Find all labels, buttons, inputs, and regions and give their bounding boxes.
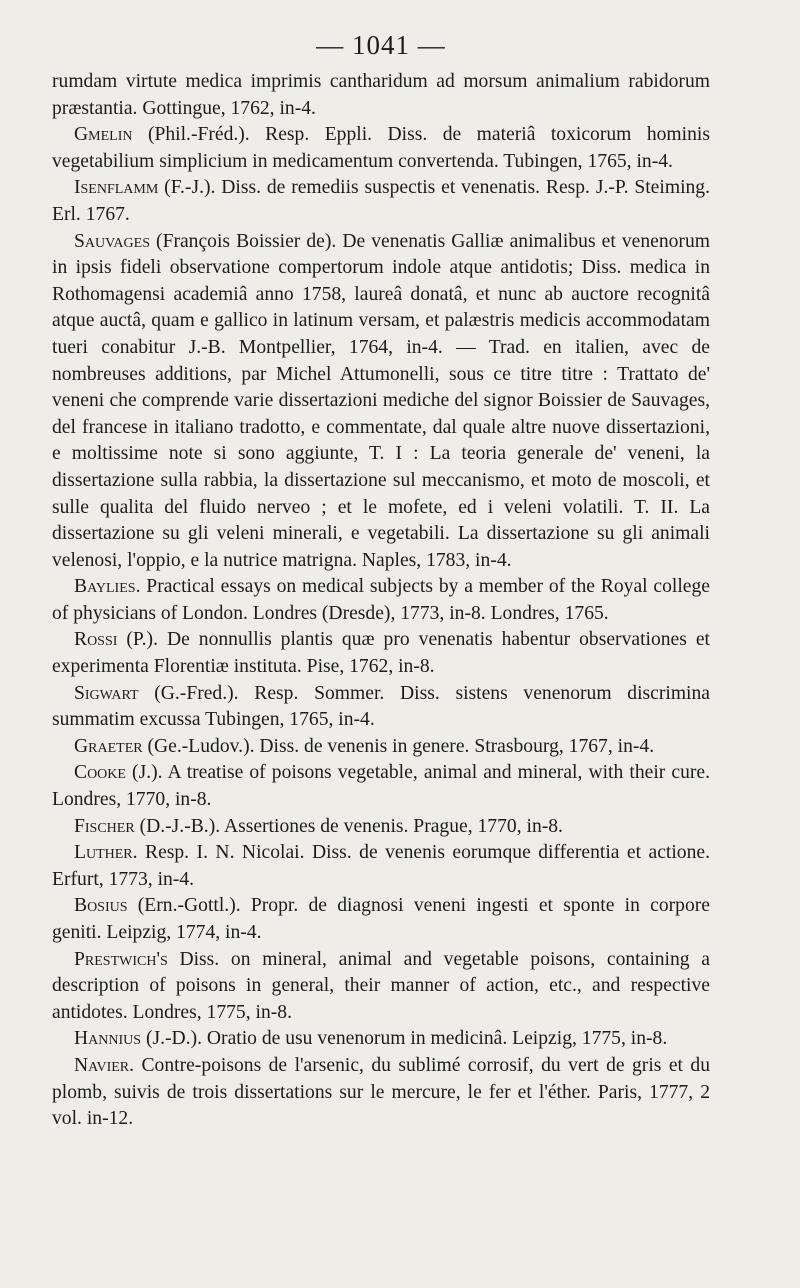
entry-fischer: [52, 814, 710, 841]
entry-author: Fischer: [74, 815, 135, 837]
entry-author: Hannius: [74, 1028, 142, 1050]
entry-author: Isenflamm: [74, 177, 159, 199]
entry-navier: [52, 1053, 710, 1133]
entry-text: (D.-J.-B.). Assertiones de venenis. Prague, 1770, in-8.: [134, 815, 563, 837]
entry-author: Sauvages: [74, 230, 150, 252]
entry-text: (G.-Fred.). Resp. Sommer. Diss. sistens venenorum discrimina summatim excussa Tubingen, 1765, in-4.: [52, 682, 710, 731]
entry-author: Prestwich's: [74, 948, 168, 970]
entry-isenflamm: [52, 175, 710, 228]
entry-author: Bosius: [74, 895, 128, 917]
entry-gmelin: [52, 122, 710, 175]
entry-author: Cooke: [74, 762, 126, 784]
entry-luther: [52, 840, 710, 893]
entry-text: . Resp. I. N. Nicolai. Diss. de venenis eorumque differentia et actione. Erfurt, 1773, in-4.: [52, 842, 710, 890]
entry-text: Diss. on mineral, animal and vegetable poisons, containing a description of poisons in general, their manner of action, etc., and respective antidotes. Londres, 1775, in-8.: [52, 948, 710, 1023]
entry-text: rumdam virtute medica imprimis cantharidum ad morsum animalium rabidorum præstantia. Gottingue, 1762, in-4.: [52, 71, 710, 119]
entry-continuation: [52, 69, 710, 122]
entry-text: (J.). A treatise of poisons vegetable, animal and mineral, with their cure. Londres, 1770, in-8.: [52, 762, 710, 811]
entry-text: (François Boissier de). De venenatis Galliæ animalibus et venenorum in ipsis fideli observatione compertorum indole atque antidotis; Diss. medica in Rothomagensi academiâ anno 1758, laureâ donatâ, et nunc ab auctore recognitâ atque auctâ, quam e gallico in latinum versam, et palæstris medicis accommodatam tueri conabitur J.-B. Montpellier, 1764, in-4. — Trad. en italien, avec de nombreuses additions, par Michel Attumonelli, sous ce titre titre : Trattato de' veneni che comprende varie dissertazioni mediche del signor Boissier de Sauvages, del francese in italiano tradotto, e commentate, dal quale altre nuove dissertazioni, e moltissime note si sono aggiunte, T. I : La teoria generale de' veneni, la dissertazione sulla rabbia, la dissertazione sul meccanismo, et moto de moscoli, et sulle qualita del fluido nerveo ; et le mofete, ed i veleni volatili. T. II. La dissertazione su gli veleni minerali, e vegetabili. La dissertazione su gli animali velenosi, l'oppio, e la nutrice matrigna. Naples, 1783, in-4.: [52, 230, 710, 571]
entry-baylies: [52, 574, 710, 627]
entry-rossi: [52, 627, 710, 680]
entry-text: (Phil.-Fréd.). Resp. Eppli. Diss. de materiâ toxicorum hominis vegetabilium simplicium in medicamentum convertenda. Tubingen, 1765, in-4.: [52, 124, 710, 172]
entry-text: (J.-D.). Oratio de usu venenorum in medicinâ. Leipzig, 1775, in-8.: [141, 1028, 668, 1050]
entry-text: (P.). De nonnullis plantis quæ pro venenatis habentur observationes et experimenta Florentiæ instituta. Pise, 1762, in-8.: [52, 629, 710, 678]
entry-sigwart: [52, 681, 710, 734]
entry-author: Navier: [74, 1054, 130, 1076]
entry-author: Sigwart: [74, 682, 139, 704]
entry-sauvages: [52, 229, 710, 575]
entry-cooke: [52, 760, 710, 813]
entry-text: . Contre-poisons de l'arsenic, du sublimé corrosif, du vert de gris et du plomb, suivis de trois dissertations sur le mercure, le fer et l'éther. Paris, 1777, 2 vol. in-12.: [52, 1054, 710, 1130]
entry-author: Luther: [74, 842, 133, 864]
entry-author: Rossi: [74, 629, 118, 651]
entry-text: (Ge.-Ludov.). Diss. de venenis in genere. Strasbourg, 1767, in-4.: [142, 735, 655, 757]
entry-hannius: [52, 1026, 710, 1053]
entry-text: (F.-J.). Diss. de remediis suspectis et venenatis. Resp. J.-P. Steiming. Erl. 1767.: [52, 177, 710, 225]
entry-author: Baylies: [74, 576, 136, 598]
entry-graeter: [52, 734, 710, 761]
page-number: — 1041 —: [316, 30, 446, 60]
entry-bosius: [52, 893, 710, 946]
entry-author: Gmelin: [74, 124, 133, 146]
entry-text: (Ern.-Gottl.). Propr. de diagnosi veneni ingesti et sponte in corpore geniti. Leipzig, 1774, in-4.: [52, 895, 710, 943]
entry-text: . Practical essays on medical subjects by a member of the Royal college of physicians of London. Londres (Dresde), 1773, in-8. Londres, 1765.: [52, 576, 710, 624]
entry-author: Graeter: [74, 735, 143, 757]
entry-prestwich: [52, 947, 710, 1027]
